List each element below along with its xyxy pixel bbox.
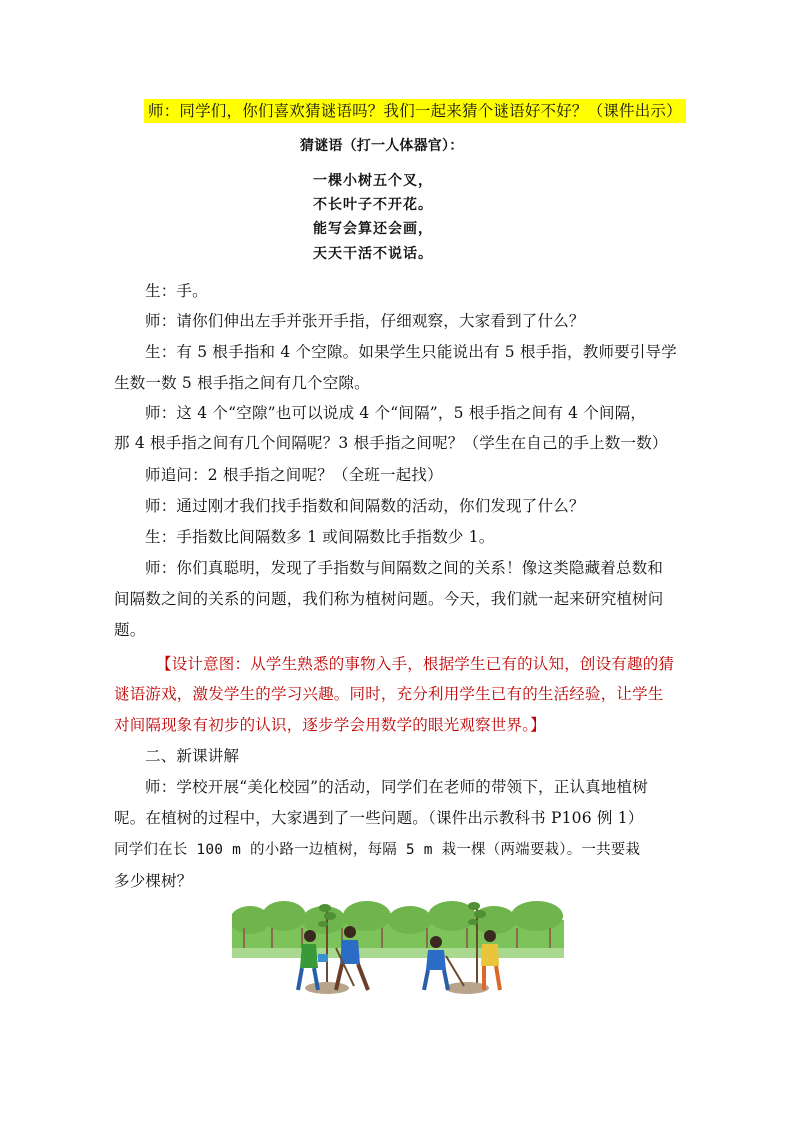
design-intent-line: 谜语游戏，激发学生的学习兴趣。同时，充分利用学生已有的生活经验，让学生 [114, 685, 664, 703]
problem-line: 同学们在长 100 m 的小路一边植树，每隔 5 m 栽一棵（两端要栽）。一共要栽 [114, 842, 641, 858]
section-line: 师：学校开展“美化校园”的活动，同学们在老师的带领下，正认真地植树 [145, 778, 648, 796]
dialogue-line: 那 4 根手指之间有几个间隔呢？3 根手指之间呢？（学生在自己的手上数一数） [114, 434, 668, 452]
soil-mound [305, 982, 349, 994]
dialogue-line: 师追问：2 根手指之间呢？（全班一起找） [145, 466, 443, 484]
background-trees [232, 901, 564, 950]
riddle-line: 天天干活不说话。 [313, 246, 433, 262]
riddle-title: 猜谜语（打一人体器官）： [300, 138, 464, 154]
intro-question: 师：同学们，你们喜欢猜谜语吗？我们一起来猜个谜语好不好？（课件出示） [144, 99, 686, 123]
riddle-line: 能写会算还会画， [313, 221, 433, 237]
problem-line: 多少棵树？ [114, 872, 193, 890]
dialogue-line: 师：请你们伸出左手并张开手指，仔细观察，大家看到了什么？ [145, 312, 585, 330]
dialogue-line: 生：手。 [145, 282, 208, 300]
dialogue-line: 生：手指数比间隔数多 1 或间隔数比手指数少 1。 [145, 528, 495, 546]
dialogue-line: 师：你们真聪明，发现了手指数与间隔数之间的关系！像这类隐藏着总数和 [145, 559, 664, 577]
section-heading: 二、新课讲解 [145, 747, 240, 765]
dialogue-line: 间隔数之间的关系的问题，我们称为植树问题。今天，我们就一起来研究植树问 [114, 590, 664, 608]
design-intent-line: 【设计意图：从学生熟悉的事物入手，根据学生已有的认知，创设有趣的猜 [156, 655, 675, 673]
tree-planting-illustration [232, 898, 564, 998]
dialogue-line: 师：通过刚才我们找手指数和间隔数的活动，你们发现了什么？ [145, 497, 585, 515]
design-intent-line: 对间隔现象有初步的认识，逐步学会用数学的眼光观察世界。】 [114, 716, 546, 734]
dialogue-line: 师：这 4 个“空隙”也可以说成 4 个“间隔”，5 根手指之间有 4 个间隔， [145, 404, 647, 422]
dialogue-line: 题。 [114, 621, 146, 639]
dialogue-line: 生数一数 5 根手指之间有几个空隙。 [114, 374, 370, 392]
grass-strip [232, 948, 564, 958]
riddle-line: 不长叶子不开花。 [313, 197, 433, 213]
section-line: 呢。在植树的过程中，大家遇到了一些问题。（课件出示教科书 P106 例 1） [114, 809, 644, 827]
riddle-line: 一棵小树五个叉， [313, 173, 433, 189]
dialogue-line: 生：有 5 根手指和 4 个空隙。如果学生只能说出有 5 根手指，教师要引导学 [145, 343, 677, 361]
